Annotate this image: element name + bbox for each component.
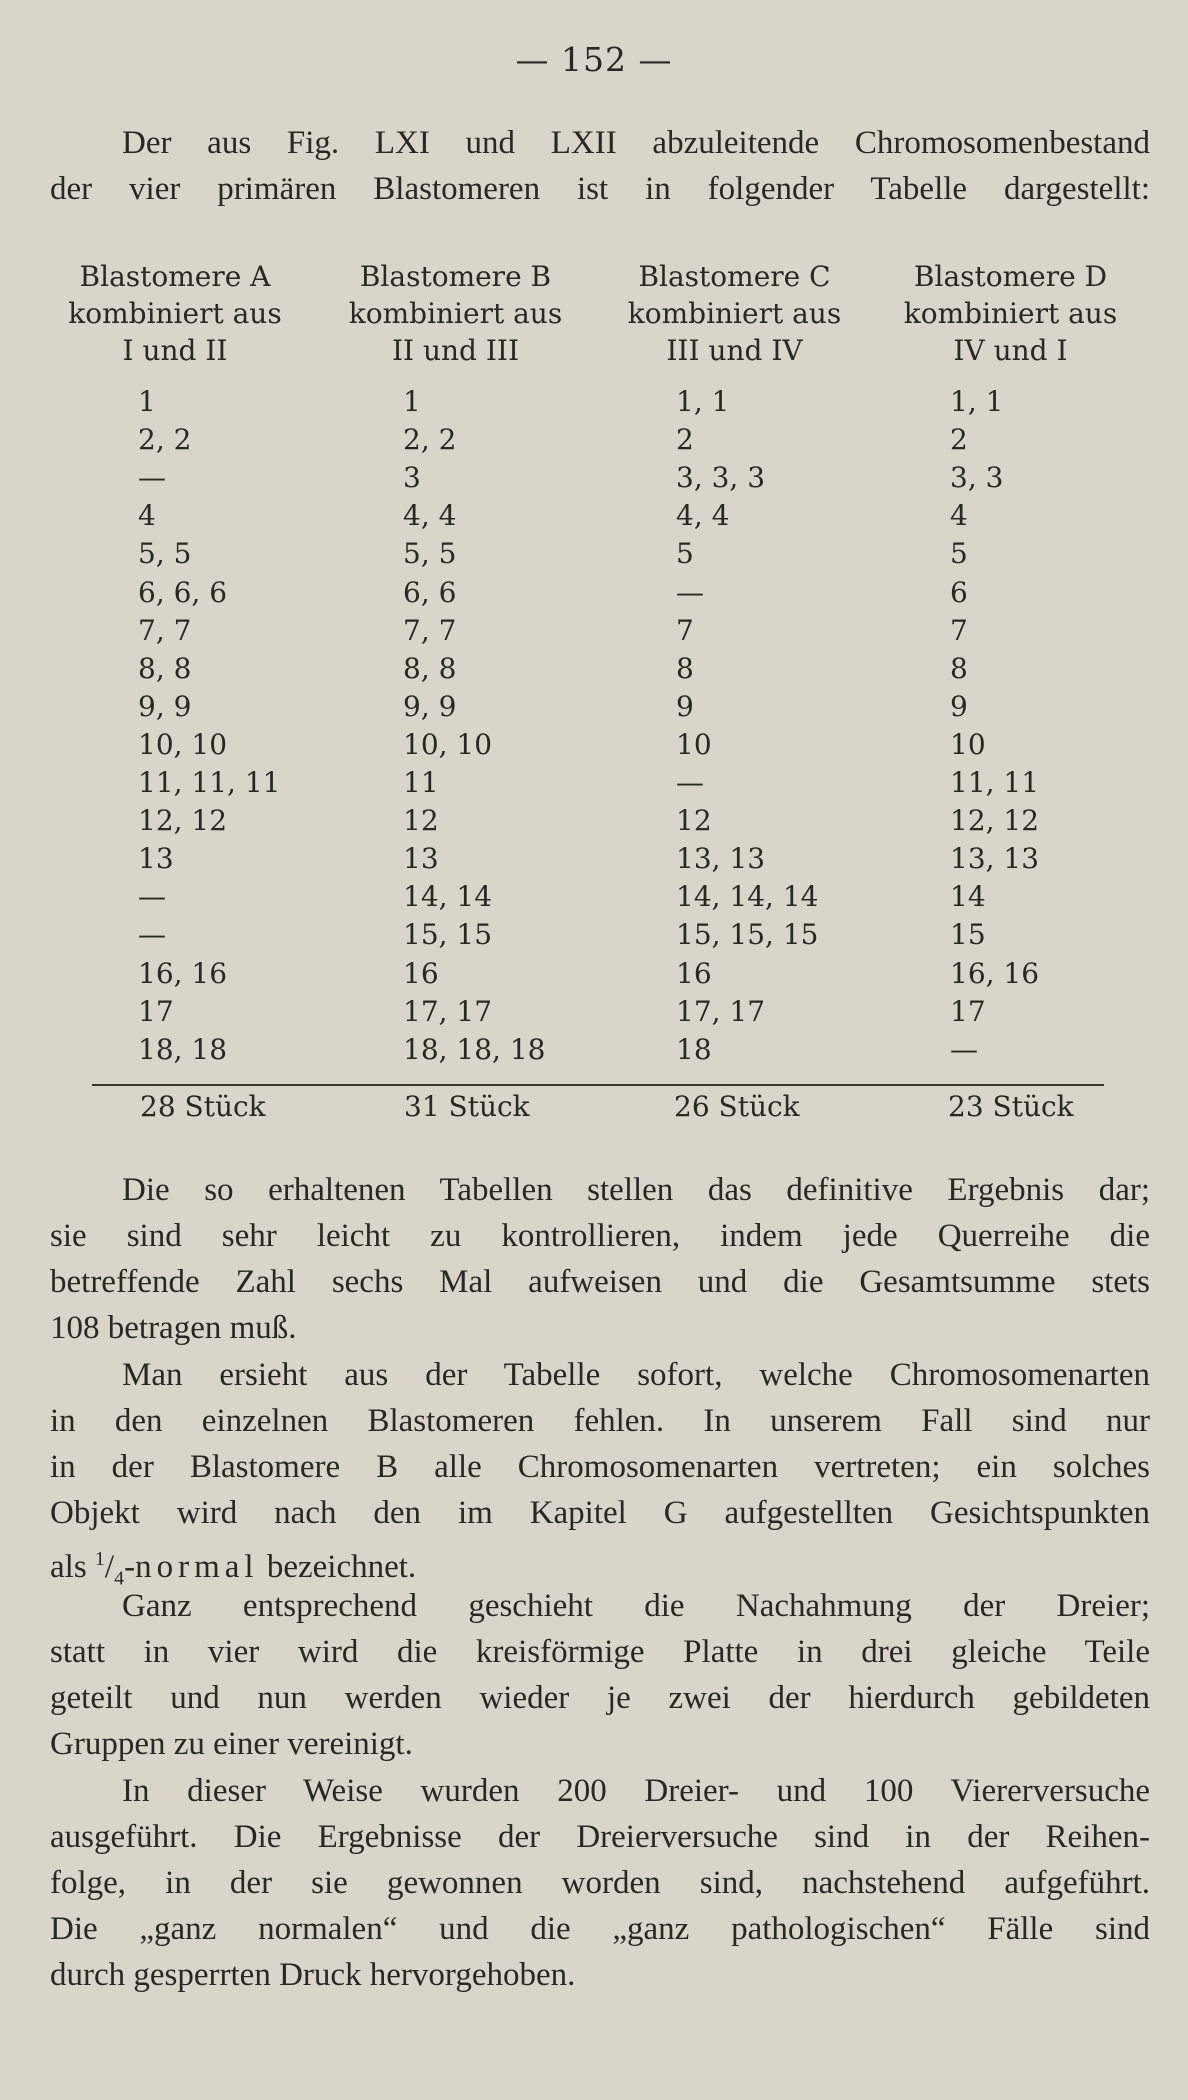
table-cell: 17, 17 bbox=[676, 994, 766, 1028]
table-cell: 7 bbox=[676, 613, 694, 647]
table-cell: 2 bbox=[676, 423, 694, 457]
text-line: betreffende Zahl sechs Mal aufweisen und die Gesamtsumme stets bbox=[50, 1264, 1150, 1300]
table-cell: 13 bbox=[403, 842, 439, 876]
header-line: kombiniert aus bbox=[903, 297, 1118, 330]
table-cell: 1 bbox=[403, 385, 421, 418]
paragraph-2 bbox=[50, 1352, 1150, 1602]
text-line: Objekt wird nach den im Kapitel G aufgestellten Gesichtspunkten bbox=[50, 1495, 1150, 1531]
table-cell: 2, 2 bbox=[138, 423, 192, 457]
header-line: IV und I bbox=[953, 334, 1068, 367]
table-cell: 15, 15 bbox=[403, 918, 493, 952]
table-cell: 18, 18, 18 bbox=[403, 1032, 546, 1066]
text-line: folge, in der sie gewonnen worden sind, nachstehend aufgeführt. bbox=[50, 1865, 1150, 1901]
text-fragment: bezeichnet. bbox=[258, 1549, 417, 1585]
table-cell: 5, 5 bbox=[138, 537, 192, 571]
header-line: III und IV bbox=[666, 334, 803, 367]
column-header bbox=[333, 258, 578, 369]
text-line: Die so erhaltenen Tabellen stellen das definitive Ergebnis dar; bbox=[122, 1172, 1150, 1208]
intro-paragraph bbox=[50, 120, 1150, 212]
page-number: — 152 — bbox=[515, 40, 673, 79]
table-cell: 15, 15, 15 bbox=[676, 918, 819, 952]
table-cell: 16, 16 bbox=[950, 956, 1040, 990]
table-cell: 14, 14, 14 bbox=[676, 880, 819, 914]
table-cell: — bbox=[138, 880, 166, 914]
column-header bbox=[888, 258, 1133, 369]
header-line: II und III bbox=[391, 334, 520, 367]
table-cell: 13 bbox=[138, 842, 174, 876]
table-cell: 11 bbox=[403, 766, 439, 799]
text-line: Die „ganz normalen“ und die „ganz pathologischen“ Fälle sind bbox=[50, 1911, 1150, 1947]
table-cell: 15 bbox=[950, 918, 986, 952]
header-line: Blastomere C bbox=[638, 260, 831, 293]
table-cell: 6, 6 bbox=[403, 575, 457, 609]
table-cell: 18, 18 bbox=[138, 1032, 228, 1066]
table-cell: 16 bbox=[676, 956, 712, 990]
table-cell: 11, 11, 11 bbox=[138, 766, 281, 799]
table-cell: 3 bbox=[403, 461, 421, 495]
total-d: 23 Stück bbox=[948, 1090, 1074, 1123]
table-cell: — bbox=[676, 766, 704, 799]
table-cell: 13, 13 bbox=[950, 842, 1040, 876]
paragraph-4 bbox=[50, 1768, 1150, 1998]
column-blastomere-b bbox=[333, 258, 578, 369]
table-cell: 2, 2 bbox=[403, 423, 457, 457]
table-cell: 8 bbox=[950, 651, 968, 685]
table-cell: 18 bbox=[676, 1032, 712, 1066]
table-cell: 17 bbox=[138, 994, 174, 1028]
table-cell: 7 bbox=[950, 613, 968, 647]
table-cell: 1 bbox=[138, 385, 156, 418]
table-cell: 9, 9 bbox=[403, 689, 457, 723]
table-cell: 17 bbox=[950, 994, 986, 1028]
table-cell: 7, 7 bbox=[138, 613, 192, 647]
text-line: durch gesperrten Druck hervorgehoben. bbox=[50, 1957, 576, 1993]
table-cell: 6, 6, 6 bbox=[138, 575, 228, 609]
table-cell: 9 bbox=[950, 689, 968, 723]
text-line: Der aus Fig. LXI und LXII abzuleitende Chromosomenbestand bbox=[122, 125, 1150, 161]
table-cell: 6 bbox=[950, 575, 968, 609]
text-line: statt in vier wird die kreisförmige Platte in drei gleiche Teile bbox=[50, 1634, 1150, 1670]
text-line: In dieser Weise wurden 200 Dreier- und 100 Viererversuche bbox=[122, 1773, 1150, 1809]
table-cell: 12 bbox=[676, 804, 712, 838]
text-line: in den einzelnen Blastomeren fehlen. In unserem Fall sind nur bbox=[50, 1403, 1150, 1439]
header-line: kombiniert aus bbox=[348, 297, 563, 330]
spaced-word: normal bbox=[135, 1549, 259, 1585]
table-cell: 9 bbox=[676, 689, 694, 723]
table-cell: 1, 1 bbox=[676, 385, 730, 418]
table-cell: 3, 3, 3 bbox=[676, 461, 766, 495]
text-line: der vier primären Blastomeren ist in folgender Tabelle dargestellt: bbox=[50, 171, 1150, 207]
table-cell: 5 bbox=[676, 537, 694, 571]
header-line: kombiniert aus bbox=[68, 297, 282, 330]
table-cell: 10, 10 bbox=[138, 727, 228, 761]
header-line: Blastomere D bbox=[913, 260, 1108, 293]
table-cell: 8, 8 bbox=[138, 651, 192, 685]
text-line: 108 betragen muß. bbox=[50, 1310, 297, 1346]
table-cell: 16, 16 bbox=[138, 956, 228, 990]
header-line: I und II bbox=[122, 334, 228, 367]
total-b: 31 Stück bbox=[404, 1090, 530, 1123]
table-sum-rule bbox=[92, 1084, 1104, 1086]
column-header bbox=[612, 258, 857, 369]
table-cell: 11, 11 bbox=[950, 766, 1040, 799]
table-cell: 14, 14 bbox=[403, 880, 493, 914]
table-cell: 10, 10 bbox=[403, 727, 493, 761]
table-cell: 4 bbox=[138, 499, 156, 533]
text-fragment: als bbox=[50, 1549, 95, 1585]
table-cell: 12, 12 bbox=[138, 804, 228, 838]
text-line: Ganz entsprechend geschieht die Nachahmung der Dreier; bbox=[122, 1588, 1150, 1624]
fraction-numerator: 1 bbox=[94, 1548, 105, 1570]
table-cell: 4, 4 bbox=[403, 499, 457, 533]
table-cell: 8 bbox=[676, 651, 694, 685]
header-line: Blastomere A bbox=[79, 260, 271, 293]
table-cell: 1, 1 bbox=[950, 385, 1004, 418]
table-cell: 8, 8 bbox=[403, 651, 457, 685]
text-line: geteilt und nun werden wieder je zwei der hierdurch gebildeten bbox=[50, 1680, 1150, 1716]
table-cell: 7, 7 bbox=[403, 613, 457, 647]
table-cell: 3, 3 bbox=[950, 461, 1004, 495]
table-cell: 9, 9 bbox=[138, 689, 192, 723]
fraction-denominator: 4 bbox=[114, 1567, 125, 1590]
table-cell: 2 bbox=[950, 423, 968, 457]
table-cell: 17, 17 bbox=[403, 994, 493, 1028]
text-line: ausgeführt. Die Ergebnisse der Dreierversuche sind in der Reihen- bbox=[50, 1819, 1150, 1855]
table-cell: 4, 4 bbox=[676, 499, 730, 533]
total-c: 26 Stück bbox=[674, 1090, 800, 1123]
paragraph-1 bbox=[50, 1167, 1150, 1351]
text-fragment: - bbox=[124, 1549, 136, 1585]
text-line: in der Blastomere B alle Chromosomenarten vertreten; ein solches bbox=[50, 1449, 1150, 1485]
fraction-one-quarter: $^1/_4$ bbox=[94, 1548, 125, 1590]
table-cell: 5, 5 bbox=[403, 537, 457, 571]
table-cell: 14 bbox=[950, 880, 986, 914]
header-line: Blastomere B bbox=[359, 260, 552, 293]
header-line: kombiniert aus bbox=[627, 297, 842, 330]
table-cell: — bbox=[676, 575, 704, 609]
column-blastomere-c bbox=[612, 258, 857, 369]
column-blastomere-d bbox=[888, 258, 1133, 369]
text-line: Gruppen zu einer vereinigt. bbox=[50, 1726, 413, 1762]
text-line: Man ersieht aus der Tabelle sofort, welche Chromosomenarten bbox=[122, 1357, 1150, 1393]
table-cell: 16 bbox=[403, 956, 439, 990]
table-cell: 12 bbox=[403, 804, 439, 838]
table-cell: 10 bbox=[950, 727, 986, 761]
table-cell: 10 bbox=[676, 727, 712, 761]
total-a: 28 Stück bbox=[140, 1090, 266, 1123]
column-blastomere-a bbox=[60, 258, 290, 369]
table-cell: 5 bbox=[950, 537, 968, 571]
table-cell: — bbox=[950, 1032, 978, 1066]
column-header bbox=[60, 258, 290, 369]
table-cell: 4 bbox=[950, 499, 968, 533]
text-line: sie sind sehr leicht zu kontrollieren, indem jede Querreihe die bbox=[50, 1218, 1150, 1254]
table-cell: 12, 12 bbox=[950, 804, 1040, 838]
table-cell: — bbox=[138, 461, 166, 495]
paragraph-3 bbox=[50, 1583, 1150, 1767]
table-cell: — bbox=[138, 918, 166, 952]
table-cell: 13, 13 bbox=[676, 842, 766, 876]
